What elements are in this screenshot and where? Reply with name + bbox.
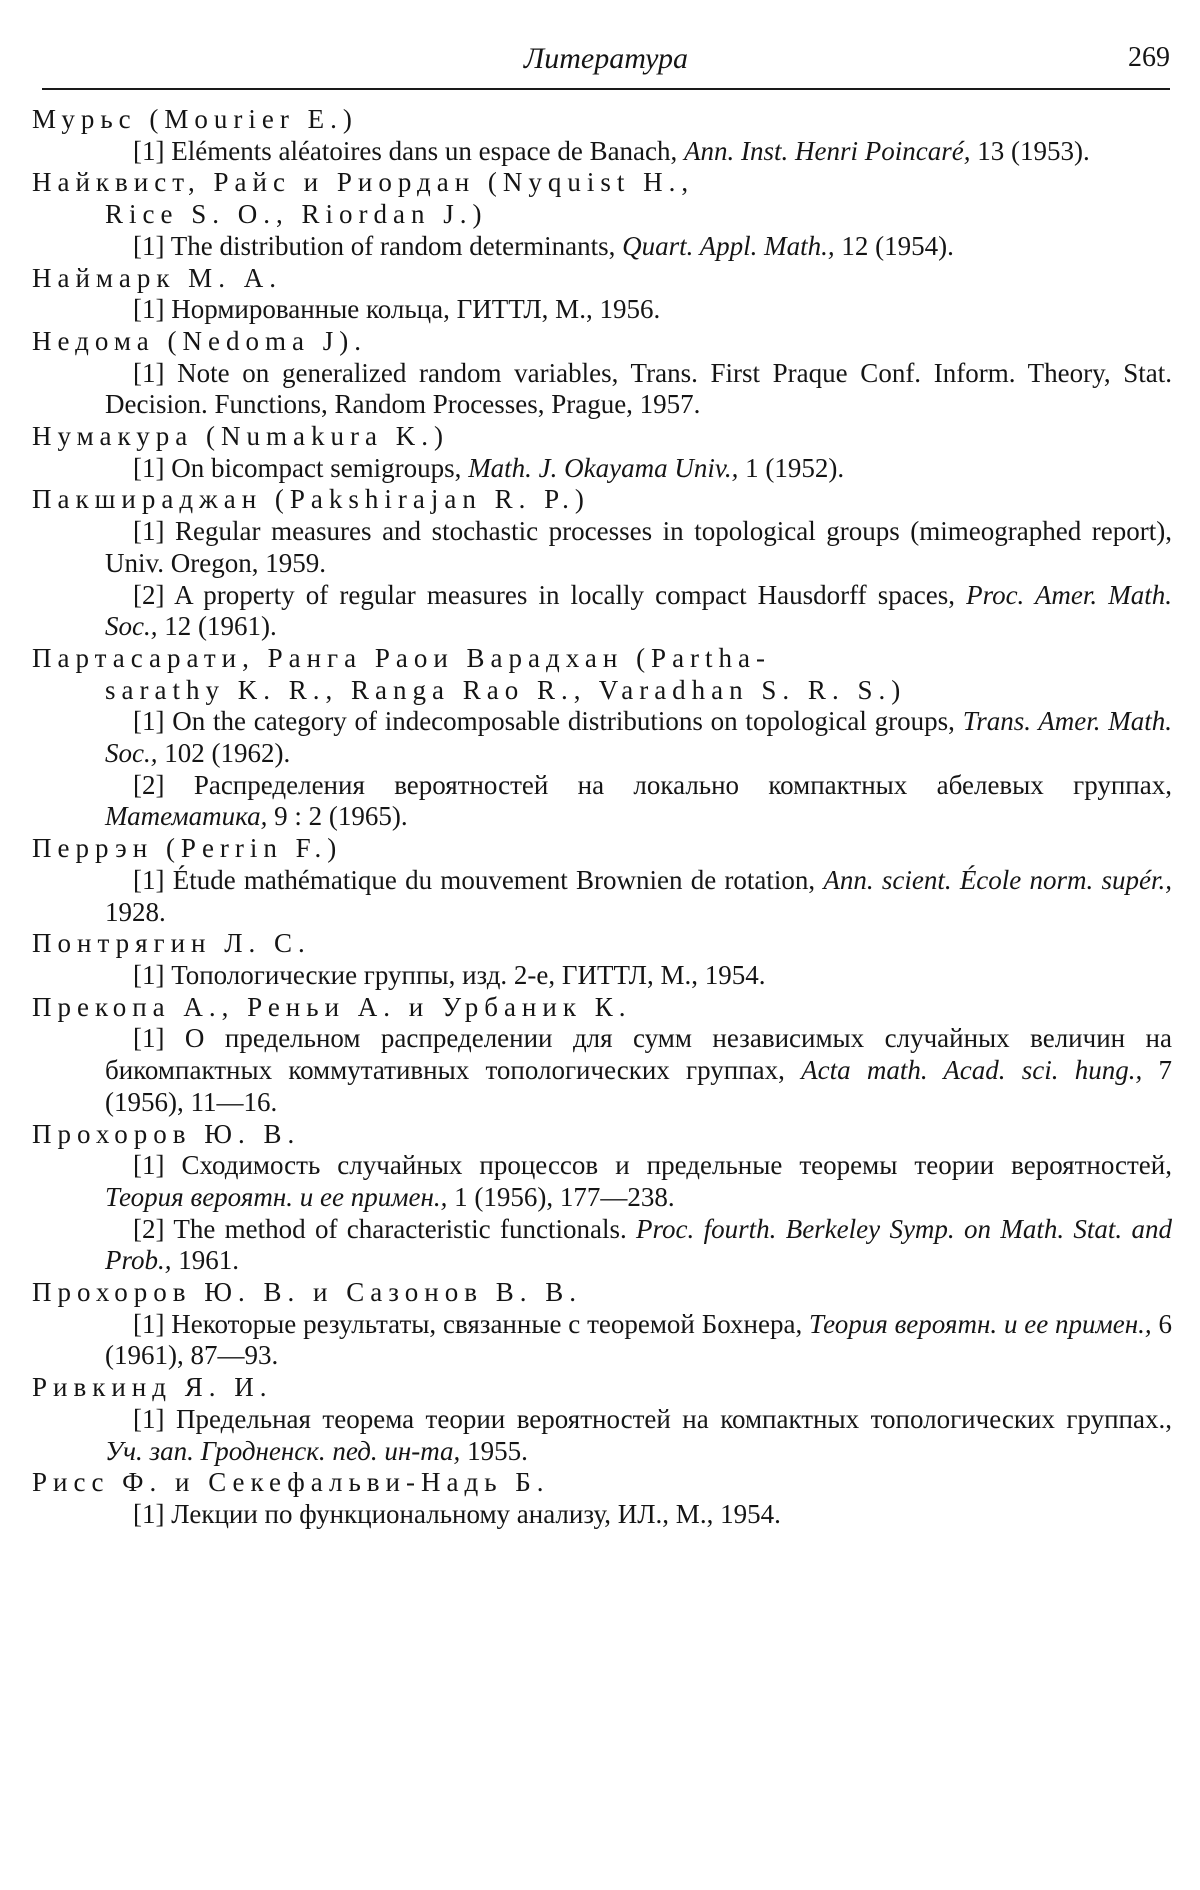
reference-source: Trans. Amer. Math. Soc., bbox=[105, 706, 1172, 769]
entry-author: Ривкинд Я. И. bbox=[32, 1372, 273, 1403]
reference-item bbox=[30, 1023, 1172, 1118]
bibliography-entry bbox=[30, 1277, 1172, 1372]
entry-author: Недома (Nedoma J). bbox=[32, 325, 367, 356]
entry-author: sarathy K. R., Ranga Rao R., Varadhan S. R. S.) bbox=[105, 674, 907, 705]
reference-title: Нормированные кольца, ГИТТЛ, М., 1956. bbox=[164, 294, 661, 325]
reference-number: [1] bbox=[133, 452, 165, 483]
bibliography-entry bbox=[30, 484, 1172, 643]
reference-number: [1] bbox=[133, 516, 165, 547]
reference-number: [1] bbox=[133, 1150, 165, 1181]
reference-details: 1 (1956), 177—238. bbox=[447, 1181, 675, 1212]
reference-number: [1] bbox=[133, 1308, 165, 1339]
reference-details: 102 (1962). bbox=[157, 738, 291, 769]
reference-title: Лекции по функциональному анализу, ИЛ., М., 1954. bbox=[164, 1498, 781, 1529]
reference-number: [1] bbox=[133, 864, 165, 895]
bibliography-list bbox=[30, 104, 1172, 1531]
reference-title: Распределения вероятностей на локально компактных абелевых группах, bbox=[164, 769, 1172, 800]
reference-details: 1928. bbox=[105, 896, 166, 927]
reference-title: Eléments aléatoires dans un espace de Banach, bbox=[164, 135, 685, 166]
reference-details: 6 (1961), 87—93. bbox=[105, 1308, 1172, 1371]
reference-number: [1] bbox=[133, 294, 165, 325]
reference-source: Теория вероятн. и ее примен., bbox=[809, 1308, 1152, 1339]
reference-item bbox=[30, 960, 1172, 992]
entry-author: Нумакура (Numakura K.) bbox=[32, 421, 449, 452]
entry-author: Партасарати, Ранга Раои Варадхан (Partha- bbox=[32, 642, 772, 673]
reference-item bbox=[30, 358, 1172, 421]
reference-title: Предельная теорема теории вероятностей на компактных топологических группах., bbox=[164, 1403, 1172, 1434]
bibliography-entry bbox=[30, 421, 1172, 484]
reference-details: 1 (1952). bbox=[738, 452, 845, 483]
bibliography-entry bbox=[30, 1467, 1172, 1530]
reference-title: On the category of indecomposable distributions on topological groups, bbox=[164, 706, 963, 737]
reference-details: 1961. bbox=[171, 1245, 239, 1276]
bibliography-entry bbox=[30, 928, 1172, 991]
page-number: 269 bbox=[1128, 42, 1170, 73]
bibliography-entry bbox=[30, 104, 1172, 167]
bibliography-entry bbox=[30, 992, 1172, 1119]
reference-source: Математика, bbox=[105, 801, 268, 832]
reference-item bbox=[30, 136, 1172, 168]
reference-details: 1955. bbox=[460, 1435, 528, 1466]
entry-author: Пакшираджан (Pakshirajan R. P.) bbox=[32, 484, 590, 515]
reference-details: 13 (1953). bbox=[970, 135, 1090, 166]
reference-source: Quart. Appl. Math., bbox=[622, 230, 835, 261]
reference-item bbox=[30, 1214, 1172, 1277]
reference-number: [1] bbox=[133, 357, 165, 388]
reference-source: Ann. scient. École norm. supér., bbox=[823, 864, 1172, 895]
reference-title: On bicompact semigroups, bbox=[164, 452, 469, 483]
entry-author: Прохоров Ю. В. bbox=[32, 1118, 301, 1149]
reference-title: Сходимость случайных процессов и предельные теоремы теории вероятностей, bbox=[164, 1150, 1172, 1181]
reference-details: 7 (1956), 11—16. bbox=[105, 1055, 1172, 1117]
reference-title: Топологические группы, изд. 2-е, ГИТТЛ, М., 1954. bbox=[164, 959, 766, 990]
bibliography-entry bbox=[30, 263, 1172, 326]
reference-number: [1] bbox=[133, 706, 165, 737]
reference-title: The method of characteristic functionals. bbox=[164, 1213, 637, 1244]
reference-item bbox=[30, 1404, 1172, 1467]
reference-source: Proc. Amer. Math. Soc., bbox=[105, 579, 1172, 642]
reference-details: 9 : 2 (1965). bbox=[267, 801, 408, 832]
reference-source: Ann. Inst. Henri Poincaré, bbox=[684, 135, 971, 166]
reference-number: [2] bbox=[133, 769, 165, 800]
entry-author: Rice S. O., Riordan J.) bbox=[105, 199, 488, 230]
entry-author: Наймарк М. А. bbox=[32, 262, 282, 293]
reference-source: Proc. fourth. Berkeley Symp. on Math. Stat. and Prob., bbox=[105, 1213, 1172, 1276]
entry-author: Рисс Ф. и Секефальви-Надь Б. bbox=[32, 1467, 550, 1498]
entry-author: Найквист, Райс и Риордан (Nyquist H., bbox=[32, 167, 695, 198]
reference-source: Уч. зап. Гродненск. пед. ин-та, bbox=[105, 1435, 461, 1466]
reference-title: Note on generalized random variables, Trans. First Praque Conf. Inform. Theory, Stat. Decision. Functions, Random Processes, Prague, 1957. bbox=[105, 357, 1172, 420]
reference-title: Étude mathématique du mouvement Brownien de rotation, bbox=[164, 864, 824, 895]
reference-title: Regular measures and stochastic processes in topological groups (mimeographed report), Univ. Oregon, 1959. bbox=[105, 516, 1172, 578]
reference-source: Math. J. Okayama Univ., bbox=[468, 452, 739, 483]
bibliography-entry bbox=[30, 1372, 1172, 1467]
reference-source: Теория вероятн. и ее примен., bbox=[105, 1181, 448, 1212]
reference-item bbox=[30, 516, 1172, 579]
reference-item bbox=[30, 1499, 1172, 1531]
reference-number: [1] bbox=[133, 959, 165, 990]
reference-item bbox=[30, 294, 1172, 326]
reference-number: [1] bbox=[133, 230, 165, 261]
reference-item bbox=[30, 770, 1172, 833]
reference-source: Acta math. Acad. sci. hung., bbox=[801, 1055, 1143, 1086]
reference-item bbox=[30, 1309, 1172, 1372]
reference-item bbox=[30, 580, 1172, 643]
bibliography-entry bbox=[30, 643, 1172, 833]
bibliography-entry bbox=[30, 326, 1172, 421]
reference-item bbox=[30, 865, 1172, 928]
reference-number: [1] bbox=[133, 1403, 165, 1434]
bibliography-entry bbox=[30, 833, 1172, 928]
bibliography-entry bbox=[30, 1119, 1172, 1278]
entry-author: Понтрягин Л. С. bbox=[32, 928, 311, 959]
reference-number: [1] bbox=[133, 135, 165, 166]
reference-number: [1] bbox=[133, 1023, 165, 1054]
reference-item bbox=[30, 1150, 1172, 1213]
reference-item bbox=[30, 231, 1172, 263]
reference-item bbox=[30, 706, 1172, 769]
running-title: Литература bbox=[523, 42, 689, 75]
bibliography-entry bbox=[30, 167, 1172, 262]
reference-details: 12 (1961). bbox=[157, 611, 277, 642]
entry-author: Прекопа А., Реньи А. и Урбаник К. bbox=[32, 991, 632, 1022]
reference-title: A property of regular measures in locally compact Hausdorff spaces, bbox=[164, 579, 967, 610]
reference-title: О предельном распределении для сумм независимых случайных величин на бикомпактных коммутативных топологических группах, bbox=[105, 1023, 1172, 1086]
reference-number: [2] bbox=[133, 579, 165, 610]
reference-number: [1] bbox=[133, 1498, 165, 1529]
reference-item bbox=[30, 453, 1172, 485]
page-header bbox=[42, 38, 1170, 90]
reference-title: Некоторые результаты, связанные с теоремой Бохнера, bbox=[164, 1308, 810, 1339]
entry-author: Мурьс (Mourier E.) bbox=[32, 104, 358, 134]
reference-title: The distribution of random determinants, bbox=[164, 230, 623, 261]
reference-details: 12 (1954). bbox=[834, 230, 954, 261]
entry-author: Перрэн (Perrin F.) bbox=[32, 833, 343, 864]
reference-number: [2] bbox=[133, 1213, 165, 1244]
entry-author: Прохоров Ю. В. и Сазонов В. В. bbox=[32, 1277, 582, 1308]
